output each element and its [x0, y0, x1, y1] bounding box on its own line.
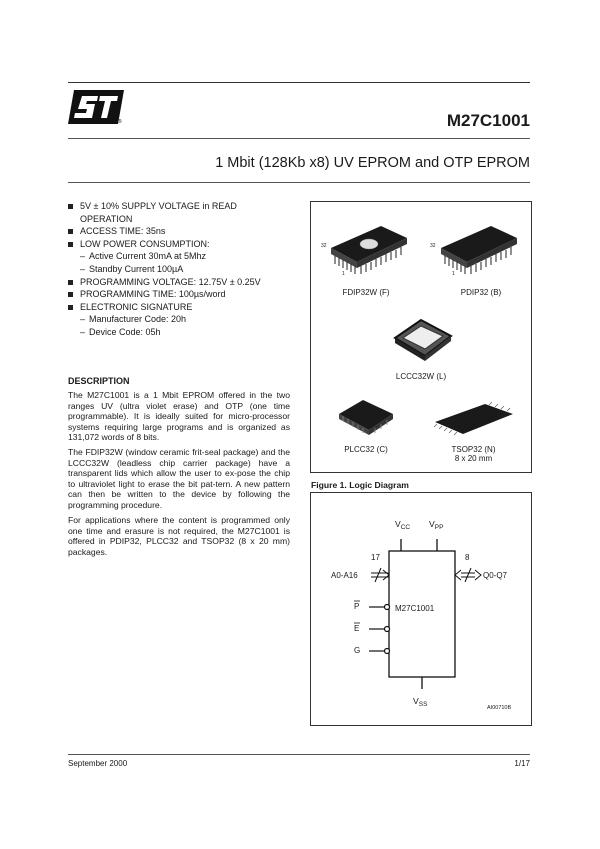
pin-g-label: G: [354, 646, 361, 655]
pdip-pin-32-label: 32: [430, 243, 436, 249]
pdip32-label: PDIP32 (B): [460, 288, 502, 297]
chip-name: M27C1001: [395, 604, 435, 613]
figure-code: AI00710B: [487, 705, 512, 711]
feature-item: PROGRAMMING TIME: 100µs/word: [68, 288, 298, 301]
feature-subitem: – Device Code: 05h: [68, 326, 298, 339]
plcc32-label: PLCC32 (C): [344, 445, 388, 454]
description-paragraph-3: For applications where the content is programmed only one time and erasure is not required, the M27C1001 is offered in PDIP32, PLCC32 and TSOP32 (8 x 20 mm) packages.: [68, 515, 290, 557]
feature-item: PROGRAMMING VOLTAGE: 12.75V ± 0.25V: [68, 276, 298, 289]
feature-subitem: – Manufacturer Code: 20h: [68, 313, 298, 326]
data-count: 8: [465, 553, 470, 562]
g-pin-bubble: [385, 649, 390, 654]
fdip-pin-32-label: 32: [321, 243, 327, 249]
header-bottom-rule: [68, 182, 530, 183]
fdip32w-package-image: [321, 218, 411, 280]
pdip-pin-1-label: 1: [452, 271, 455, 277]
document-subtitle: 1 Mbit (128Kb x8) UV EPROM and OTP EPROM: [215, 155, 530, 171]
feature-item: ELECTRONIC SIGNATURE: [68, 301, 298, 314]
pdip32-package-image: [431, 218, 521, 280]
data-label: Q0-Q7: [483, 571, 508, 580]
feature-subitem: – Active Current 30mA at 5Mhz: [68, 250, 298, 263]
description-paragraph-1: The M27C1001 is a 1 Mbit EPROM offered in the two ranges UV (ultra violet erase) and OTP (one time programmable). It is ideally suited for micro-processor systems requiring large programs and is organized as 131,072 words of 8 bits.: [68, 390, 290, 443]
st-logo: [68, 90, 124, 124]
data-bus-arrow: [455, 568, 481, 582]
vss-label: $V_{SS}$: [413, 696, 428, 708]
footer-page-number: 1/17: [514, 759, 530, 768]
logic-diagram-box: [310, 492, 532, 726]
address-label: A0-A16: [331, 571, 358, 580]
address-count: 17: [371, 553, 380, 562]
svg-text:®: ®: [118, 119, 122, 124]
description-heading: DESCRIPTION: [68, 376, 130, 386]
lccc32w-package-image: [391, 316, 455, 366]
figure-caption: Figure 1. Logic Diagram: [311, 480, 409, 490]
part-number: M27C1001: [446, 111, 530, 130]
fdip-pin-1-label: 1: [342, 271, 345, 277]
tsop32-package-image: [429, 400, 519, 440]
plcc32-package-image: [335, 398, 397, 438]
chip-body: [389, 551, 455, 677]
tsop32-size-label: 8 x 20 mm: [454, 454, 493, 463]
feature-subitem: – Standby Current 100µA: [68, 263, 298, 276]
header-mid-rule: [68, 138, 530, 139]
header-top-rule: [68, 82, 530, 83]
package-images-box: [310, 201, 532, 473]
pin-p-label: P: [354, 602, 360, 611]
pin-e-label: E: [354, 624, 360, 633]
vcc-label: $V_{CC}$: [395, 519, 411, 531]
feature-item: 5V ± 10% SUPPLY VOLTAGE in READ: [68, 200, 298, 213]
p-pin-bubble: [385, 605, 390, 610]
feature-item: ACCESS TIME: 35ns: [68, 225, 298, 238]
description-paragraph-2: The FDIP32W (window ceramic frit-seal package) and the LCCC32W (leadless chip carrier package) have a transparent lids which allow the user to ex-pose the chip to ultraviolet light to erase the bit pat-tern. A new pattern can then be written to the device by following the programming procedure.: [68, 447, 290, 510]
footer-date: September 2000: [68, 759, 128, 768]
tsop32-label: TSOP32 (N): [451, 445, 496, 454]
address-bus-arrow: [371, 568, 389, 582]
feature-list: [68, 200, 298, 339]
footer-rule: [68, 754, 530, 755]
lccc32w-label: LCCC32W (L): [395, 372, 447, 381]
feature-item: OPERATION: [80, 213, 133, 224]
feature-item: LOW POWER CONSUMPTION:: [68, 238, 298, 251]
e-pin-bubble: [385, 627, 390, 632]
vpp-label: $V_{PP}$: [429, 519, 444, 531]
fdip32w-label: FDIP32W (F): [342, 288, 390, 297]
